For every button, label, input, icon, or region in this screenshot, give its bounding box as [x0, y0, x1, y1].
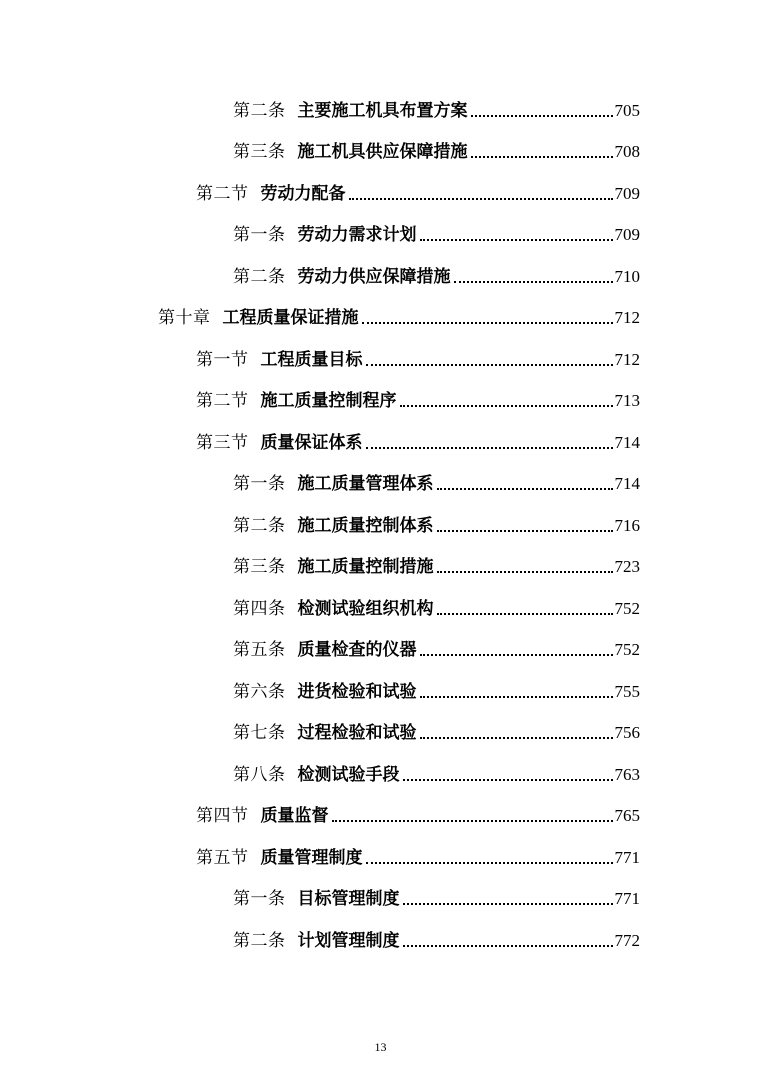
dot-leader	[471, 155, 613, 158]
toc-entry[interactable]	[0, 879, 761, 921]
toc-entry-title: 劳动力供应保障措施	[297, 266, 451, 287]
toc-entry[interactable]	[0, 381, 761, 423]
toc-entry-label: 第一条	[233, 889, 286, 910]
toc-entry[interactable]	[0, 920, 761, 962]
toc-entry-title: 工程质量目标	[260, 349, 363, 370]
toc-entry[interactable]	[0, 630, 761, 672]
toc-entry[interactable]	[0, 298, 761, 340]
toc-entry-title: 劳动力需求计划	[297, 225, 417, 246]
toc-entry-page: 705	[614, 100, 640, 120]
toc-entry-label: 第二条	[233, 515, 286, 536]
toc-entry-label: 第三条	[233, 142, 286, 163]
toc-entry[interactable]	[0, 505, 761, 547]
toc-entry-page: 752	[614, 640, 640, 660]
toc-entry-title: 质量检查的仪器	[297, 640, 417, 661]
toc-entry-title: 施工质量管理体系	[297, 474, 434, 495]
toc-entry-label: 第五条	[233, 640, 286, 661]
toc-entry[interactable]	[0, 837, 761, 879]
toc-entry[interactable]	[0, 339, 761, 381]
dot-leader	[366, 446, 613, 449]
toc-entry-label: 第五节	[196, 847, 249, 868]
toc-entry-page: 756	[614, 723, 640, 743]
table-of-contents	[0, 90, 761, 962]
toc-entry[interactable]	[0, 713, 761, 755]
toc-entry-label: 第二节	[196, 391, 249, 412]
toc-entry-page: 709	[614, 183, 640, 203]
dot-leader	[362, 321, 613, 324]
toc-entry-title: 工程质量保证措施	[222, 308, 359, 329]
page-number: 13	[374, 1040, 387, 1054]
toc-entry[interactable]	[0, 173, 761, 215]
toc-entry-page: 771	[614, 847, 640, 867]
toc-entry[interactable]	[0, 256, 761, 298]
toc-entry-label: 第二条	[233, 930, 286, 951]
toc-entry-title: 质量保证体系	[260, 432, 363, 453]
toc-entry-title: 施工质量控制措施	[297, 557, 434, 578]
toc-entry-page: 712	[614, 349, 640, 369]
toc-entry[interactable]	[0, 754, 761, 796]
toc-entry-label: 第六条	[233, 681, 286, 702]
toc-entry-title: 检测试验组织机构	[297, 598, 434, 619]
toc-entry-title: 主要施工机具布置方案	[297, 100, 468, 121]
toc-entry-label: 第八条	[233, 764, 286, 785]
dot-leader	[420, 653, 613, 656]
toc-entry[interactable]	[0, 215, 761, 257]
toc-entry-label: 第二节	[196, 183, 249, 204]
toc-entry-page: 709	[614, 225, 640, 245]
toc-entry-page: 714	[614, 432, 640, 452]
toc-entry-page: 712	[614, 308, 640, 328]
toc-entry-title: 目标管理制度	[297, 889, 400, 910]
toc-entry-title: 施工质量控制体系	[297, 515, 434, 536]
dot-leader	[437, 529, 613, 532]
toc-entry-page: 772	[614, 930, 640, 950]
toc-entry-page: 763	[614, 764, 640, 784]
toc-entry[interactable]	[0, 422, 761, 464]
dot-leader	[400, 404, 613, 407]
toc-entry[interactable]	[0, 796, 761, 838]
toc-entry-page: 714	[614, 474, 640, 494]
toc-entry-label: 第三节	[196, 432, 249, 453]
dot-leader	[403, 778, 613, 781]
toc-entry-title: 计划管理制度	[297, 930, 400, 951]
toc-entry-title: 质量监督	[260, 806, 329, 827]
toc-entry[interactable]	[0, 132, 761, 174]
toc-entry-page: 723	[614, 557, 640, 577]
toc-entry-label: 第一条	[233, 225, 286, 246]
dot-leader	[420, 238, 613, 241]
dot-leader	[403, 902, 613, 905]
toc-entry-label: 第一条	[233, 474, 286, 495]
dot-leader	[366, 861, 613, 864]
toc-entry-title: 进货检验和试验	[297, 681, 417, 702]
dot-leader	[366, 363, 613, 366]
toc-entry-title: 检测试验手段	[297, 764, 400, 785]
dot-leader	[437, 570, 613, 573]
toc-entry-title: 质量管理制度	[260, 847, 363, 868]
toc-entry-title: 施工质量控制程序	[260, 391, 397, 412]
toc-entry-label: 第二条	[233, 266, 286, 287]
toc-entry-title: 劳动力配备	[260, 183, 346, 204]
dot-leader	[437, 612, 613, 615]
toc-entry-page: 765	[614, 806, 640, 826]
toc-entry-title: 施工机具供应保障措施	[297, 142, 468, 163]
dot-leader	[420, 695, 613, 698]
toc-entry-title: 过程检验和试验	[297, 723, 417, 744]
toc-entry-label: 第三条	[233, 557, 286, 578]
toc-entry-page: 752	[614, 598, 640, 618]
toc-entry-page: 713	[614, 391, 640, 411]
toc-entry-label: 第十章	[158, 308, 211, 329]
toc-entry[interactable]	[0, 90, 761, 132]
toc-entry[interactable]	[0, 547, 761, 589]
toc-entry-page: 710	[614, 266, 640, 286]
toc-entry[interactable]	[0, 671, 761, 713]
toc-entry[interactable]	[0, 464, 761, 506]
dot-leader	[349, 197, 613, 200]
toc-entry-label: 第七条	[233, 723, 286, 744]
dot-leader	[420, 736, 613, 739]
toc-entry[interactable]	[0, 588, 761, 630]
dot-leader	[332, 819, 613, 822]
dot-leader	[454, 280, 613, 283]
toc-entry-label: 第四条	[233, 598, 286, 619]
toc-entry-page: 708	[614, 142, 640, 162]
toc-entry-label: 第二条	[233, 100, 286, 121]
dot-leader	[437, 487, 613, 490]
toc-entry-page: 716	[614, 515, 640, 535]
dot-leader	[471, 114, 613, 117]
dot-leader	[403, 944, 613, 947]
toc-entry-page: 755	[614, 681, 640, 701]
toc-entry-label: 第一节	[196, 349, 249, 370]
toc-entry-page: 771	[614, 889, 640, 909]
toc-entry-label: 第四节	[196, 806, 249, 827]
